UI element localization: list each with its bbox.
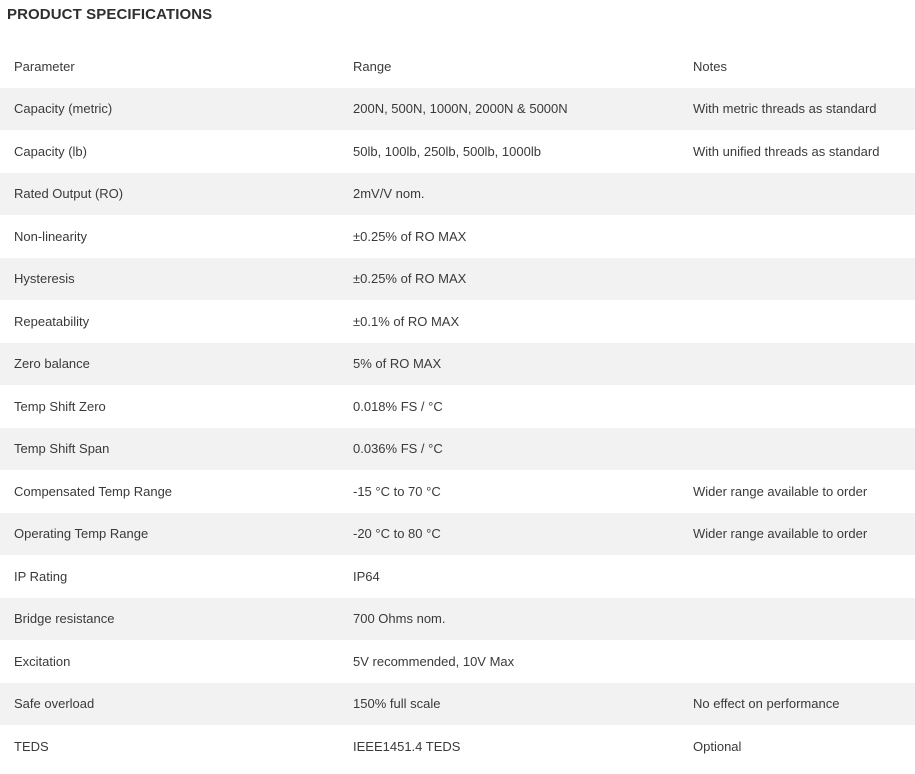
table-row [0, 428, 915, 471]
table-row [0, 258, 915, 301]
cell-notes: Wider range available to order [693, 483, 868, 499]
cell-range: IP64 [353, 568, 380, 584]
cell-notes [679, 343, 915, 386]
cell-range: 2mV/V nom. [353, 186, 425, 202]
cell-range: IEEE1451.4 TEDS [353, 738, 461, 754]
cell-parameter: Temp Shift Zero [14, 398, 106, 414]
cell-parameter: Repeatability [14, 313, 90, 329]
table-row [0, 555, 915, 598]
cell-notes: No effect on performance [693, 696, 840, 712]
header-parameter: Parameter [14, 58, 75, 74]
cell-parameter: Non-linearity [14, 228, 87, 244]
cell-parameter: Excitation [14, 653, 71, 669]
cell-parameter: TEDS [14, 738, 49, 754]
cell-range: ±0.25% of RO MAX [353, 271, 467, 287]
cell-parameter: Zero balance [14, 356, 90, 372]
cell-notes [679, 598, 915, 641]
cell-parameter: Rated Output (RO) [14, 186, 124, 202]
cell-parameter: Capacity (lb) [14, 143, 87, 159]
cell-notes [679, 640, 915, 683]
table-row [0, 343, 915, 386]
cell-notes: With unified threads as standard [693, 143, 880, 159]
spec-table [0, 45, 915, 768]
table-header-row [0, 45, 915, 88]
cell-range: ±0.25% of RO MAX [353, 228, 467, 244]
cell-range: 200N, 500N, 1000N, 2000N & 5000N [353, 101, 568, 117]
cell-notes: Wider range available to order [693, 526, 868, 542]
table-row [0, 300, 915, 343]
cell-parameter: Compensated Temp Range [14, 483, 173, 499]
cell-range: -20 °C to 80 °C [353, 526, 441, 542]
cell-range: 0.036% FS / °C [353, 441, 443, 457]
cell-range: ±0.1% of RO MAX [353, 313, 460, 329]
table-row [0, 130, 915, 173]
cell-parameter: Operating Temp Range [14, 526, 149, 542]
cell-parameter: Bridge resistance [14, 611, 115, 627]
table-row [0, 173, 915, 216]
table-row [0, 88, 915, 131]
cell-notes: With metric threads as standard [693, 101, 877, 117]
table-row [0, 640, 915, 683]
table-row [0, 215, 915, 258]
cell-range: 5% of RO MAX [353, 356, 442, 372]
cell-parameter: IP Rating [14, 568, 68, 584]
table-row [0, 725, 915, 768]
cell-notes [679, 555, 915, 598]
cell-notes [679, 258, 915, 301]
cell-parameter: Temp Shift Span [14, 441, 110, 457]
cell-notes [679, 215, 915, 258]
table-row [0, 385, 915, 428]
cell-notes [679, 385, 915, 428]
cell-range: 50lb, 100lb, 250lb, 500lb, 1000lb [353, 143, 541, 159]
section-title: PRODUCT SPECIFICATIONS [7, 6, 213, 23]
cell-notes [679, 300, 915, 343]
header-notes: Notes [693, 58, 727, 74]
cell-range: 150% full scale [353, 696, 441, 712]
cell-parameter: Safe overload [14, 696, 95, 712]
cell-range: 0.018% FS / °C [353, 398, 443, 414]
cell-notes [679, 428, 915, 471]
cell-range: -15 °C to 70 °C [353, 483, 441, 499]
table-row [0, 598, 915, 641]
cell-notes: Optional [693, 738, 742, 754]
table-row [0, 683, 915, 726]
table-row [0, 513, 915, 556]
header-range: Range [353, 58, 392, 74]
cell-range: 5V recommended, 10V Max [353, 653, 515, 669]
cell-range: 700 Ohms nom. [353, 611, 446, 627]
cell-notes [679, 173, 915, 216]
cell-parameter: Hysteresis [14, 271, 75, 287]
cell-parameter: Capacity (metric) [14, 101, 113, 117]
table-row [0, 470, 915, 513]
